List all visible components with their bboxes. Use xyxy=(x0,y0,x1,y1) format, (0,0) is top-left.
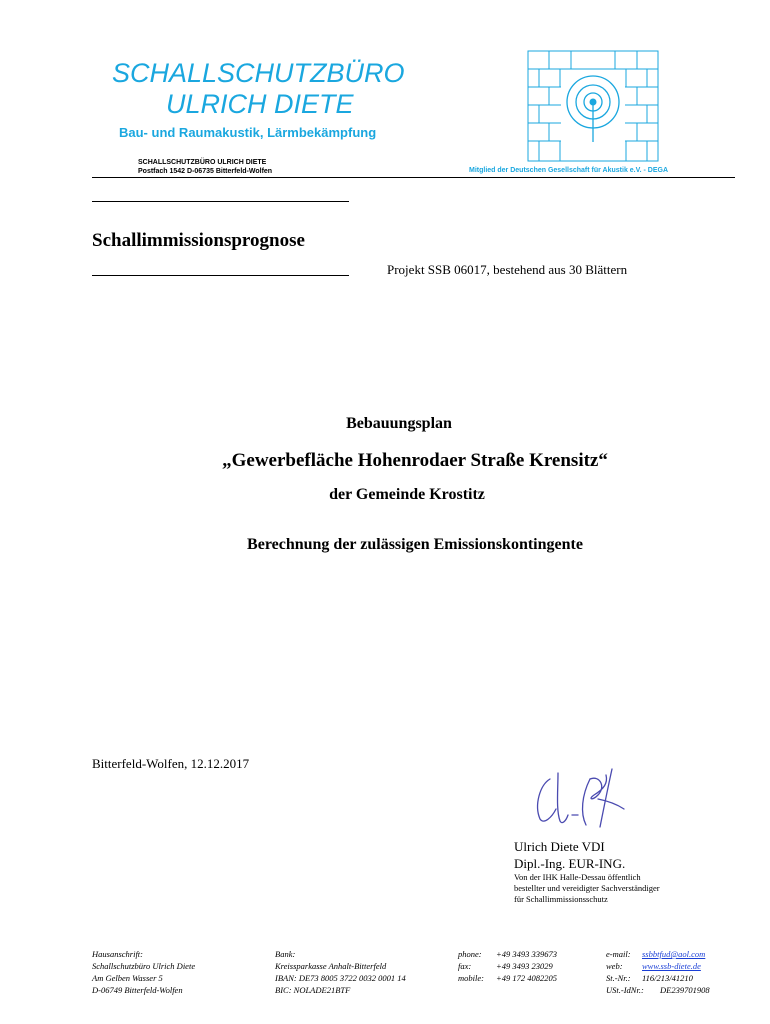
address-line-3: D-06749 Bitterfeld-Wolfen xyxy=(92,985,183,995)
company-tagline: Bau- und Raumakustik, Lärmbekämpfung xyxy=(119,125,377,140)
bank-iban: IBAN: DE73 8005 3722 0032 0001 14 xyxy=(275,973,406,983)
footer-phone xyxy=(458,948,557,984)
fax-number: +49 3493 23029 xyxy=(496,961,553,971)
bank-name: Kreissparkasse Anhalt-Bitterfeld xyxy=(275,961,387,971)
sender-line-2: Postfach 1542 D-06735 Bitterfeld-Wolfen xyxy=(138,168,273,175)
tax-number: 116/213/41210 xyxy=(642,973,693,983)
signatory-title: Dipl.-Ing. EUR-ING. xyxy=(514,856,626,871)
signatory-name: Ulrich Diete VDI xyxy=(514,839,605,854)
fax-label: fax: xyxy=(458,961,472,971)
email-link[interactable]: ssbbtfud@aol.com xyxy=(642,949,706,959)
membership-note: Mitglied der Deutschen Gesellschaft für Akustik e.V. - DEGA xyxy=(469,167,669,174)
signature-image xyxy=(528,765,638,833)
bank-bic: BIC: NOLADE21BTF xyxy=(275,985,351,995)
appointment-note-line-1: Von der IHK Halle-Dessau öffentlich xyxy=(514,872,641,882)
brick-wall-sound-waves-logo xyxy=(527,50,659,162)
phone-number: +49 3493 339673 xyxy=(496,949,557,959)
email-label: e-mail: xyxy=(606,949,631,959)
company-name-line1: SCHALLSCHUTZBÜRO xyxy=(112,58,405,88)
document-type: Schallimmissionsprognose xyxy=(92,230,305,251)
address-line-1: Schallschutzbüro Ulrich Diete xyxy=(92,961,196,971)
address-line-2: Am Gelben Wasser 5 xyxy=(92,973,163,983)
signatory xyxy=(514,838,625,872)
footer-online xyxy=(606,948,710,996)
appointment-note-line-3: für Schallimmissionsschutz xyxy=(514,894,608,904)
appointment-note xyxy=(514,872,660,905)
web-link[interactable]: www.ssb-diete.de xyxy=(642,961,701,971)
footer-address xyxy=(92,948,195,996)
sender-address xyxy=(138,158,272,176)
address-label: Hausanschrift: xyxy=(92,949,143,959)
vat-label: USt.-IdNr.: xyxy=(606,985,644,995)
title-municipality: der Gemeinde Krostitz xyxy=(329,486,485,503)
vat-number: DE239701908 xyxy=(660,985,710,995)
web-label: web: xyxy=(606,961,623,971)
company-name-line2: ULRICH DIETE xyxy=(166,89,354,119)
sender-line-1: SCHALLSCHUTZBÜRO ULRICH DIETE xyxy=(138,159,267,166)
title-plan: Bebauungsplan xyxy=(346,415,452,432)
phone-label: phone: xyxy=(458,949,482,959)
place-date: Bitterfeld-Wolfen, 12.12.2017 xyxy=(92,756,250,771)
title-subject: Berechnung der zulässigen Emissionskontingente xyxy=(247,536,583,553)
divider-top xyxy=(92,201,349,202)
header-divider xyxy=(92,177,735,178)
project-reference: Projekt SSB 06017, bestehend aus 30 Blättern xyxy=(387,262,628,277)
mobile-number: +49 172 4082205 xyxy=(496,973,557,983)
mobile-label: mobile: xyxy=(458,973,484,983)
title-area: „Gewerbefläche Hohenrodaer Straße Krensitz“ xyxy=(222,450,608,471)
divider-bottom xyxy=(92,275,349,276)
appointment-note-line-2: bestellter und vereidigter Sachverständiger xyxy=(514,883,660,893)
tax-label: St.-Nr.: xyxy=(606,973,631,983)
bank-label: Bank: xyxy=(275,949,296,959)
footer-bank xyxy=(275,948,406,996)
